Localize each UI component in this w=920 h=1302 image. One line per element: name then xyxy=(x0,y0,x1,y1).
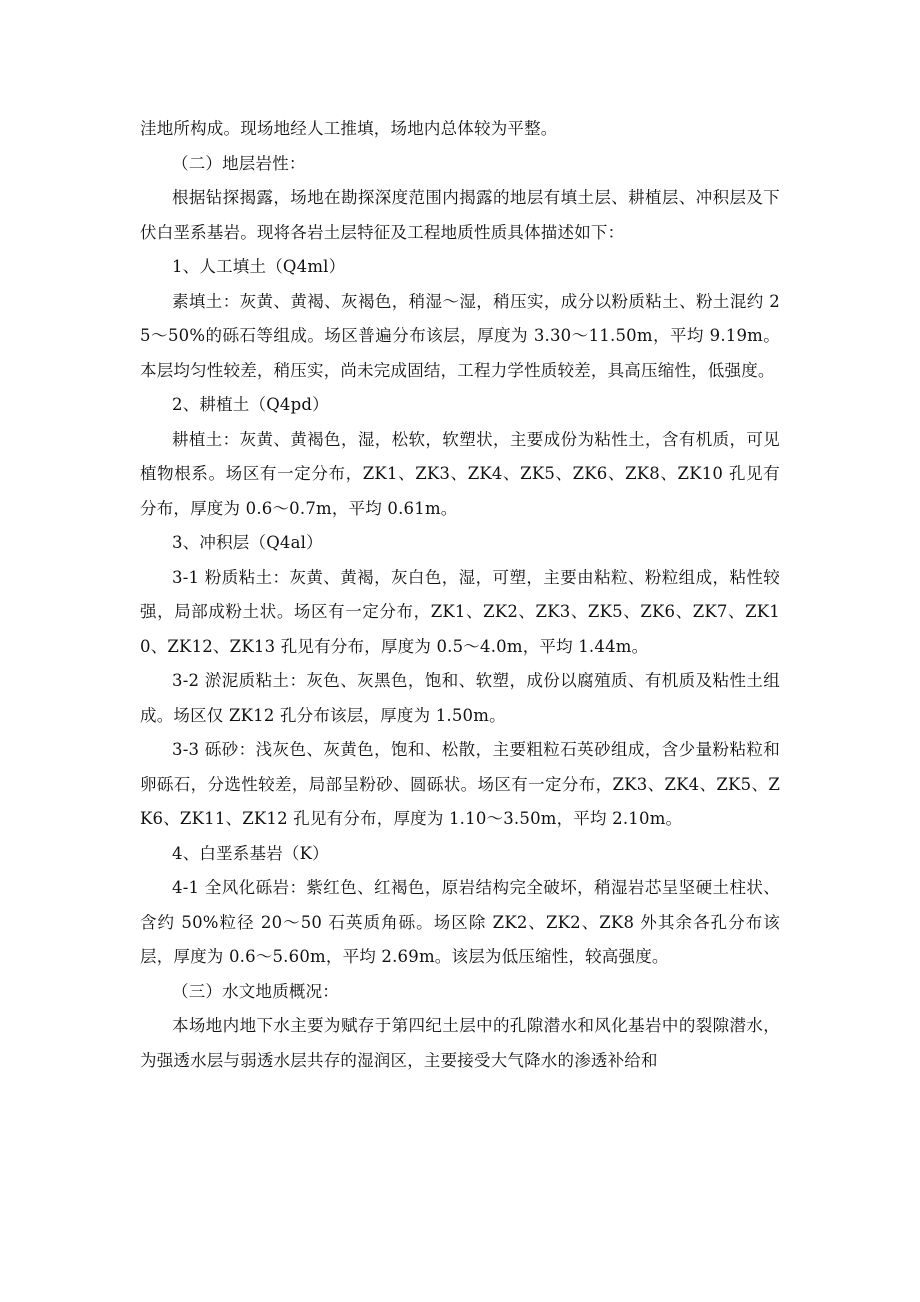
paragraph-mucky-clay: 3-2 淤泥质粘土：灰色、灰黑色，饱和、软塑，成份以腐殖质、有机质及粘性土组成。场区仅 ZK12 孔分布该层，厚度为 1.50m。 xyxy=(140,671,780,725)
subheading-artificial-fill: 1、人工填土（Q4ml） xyxy=(172,257,346,276)
paragraph-plain-fill: 素填土：灰黄、黄褐、灰褐色，稍湿～湿，稍压实，成分以粉质粘土、粉土混约 25～50%的砾石等组成。场区普遍分布该层，厚度为 3.30～11.50m，平均 9.19m。本层均匀性较差，稍压实，尚未完成固结，工程力学性质较差，具高压缩性，低强度。 xyxy=(140,291,780,380)
section-heading-stratum: （二）地层岩性： xyxy=(172,153,306,173)
subheading-alluvial-layer: 3、冲积层（Q4al） xyxy=(172,533,323,552)
paragraph-stratum-overview: 根据钻探揭露，场地在勘探深度范围内揭露的地层有填土层、耕植层、冲积层及下伏白垩系基岩。现将各岩土层特征及工程地质性质具体描述如下： xyxy=(140,188,780,242)
subheading-cultivated-soil: 2、耕植土（Q4pd） xyxy=(172,395,329,414)
paragraph-groundwater: 本场地内地下水主要为赋存于第四纪土层中的孔隙潜水和风化基岩中的裂隙潜水，为强透水层与弱透水层共存的湿润区，主要接受大气降水的渗透补给和 xyxy=(140,1016,780,1070)
paragraph-weathered-conglomerate: 4-1 全风化砾岩：紫红色、红褐色，原岩结构完全破坏，稍湿岩芯呈坚硬土柱状、含约 50%粒径 20～50 石英质角砾。场区除 ZK2、ZK2、ZK8 外其余各孔分布该层，厚度为 0.6～5.60m，平均 2.69m。该层为低压缩性，较高强度。 xyxy=(140,878,780,966)
section-heading-hydrogeology: （三）水文地质概况： xyxy=(172,981,339,1001)
paragraph-cultivated-soil: 耕植土：灰黄、黄褐色，湿，松软，软塑状，主要成份为粘性土，含有机质，可见植物根系。场区有一定分布，ZK1、ZK3、ZK4、ZK5、ZK6、ZK8、ZK10 孔见有分布，厚度为 0.6～0.7m，平均 0.61m。 xyxy=(140,429,780,518)
document-body xyxy=(140,112,780,1078)
paragraph-silty-clay: 3-1 粉质粘土：灰黄、黄褐，灰白色，湿，可塑，主要由粘粒、粉粒组成，粘性较强，局部成粉土状。场区有一定分布，ZK1、ZK2、ZK3、ZK5、ZK6、ZK7、ZK10、ZK12、ZK13 孔见有分布，厚度为 0.5～4.0m，平均 1.44m。 xyxy=(140,567,780,656)
subheading-cretaceous-bedrock: 4、白垩系基岩（K） xyxy=(172,843,329,863)
paragraph-gravel-sand: 3-3 砾砂：浅灰色、灰黄色，饱和、松散，主要粗粒石英砂组成，含少量粉粘粒和卵砾石，分选性较差，局部呈粉砂、圆砾状。场区有一定分布，ZK3、ZK4、ZK5、ZK6、ZK11、ZK12 孔见有分布，厚度为 1.10～3.50m，平均 2.10m。 xyxy=(140,740,780,828)
paragraph-site-intro: 洼地所构成。现场地经人工推填，场地内总体较为平整。 xyxy=(140,119,558,138)
